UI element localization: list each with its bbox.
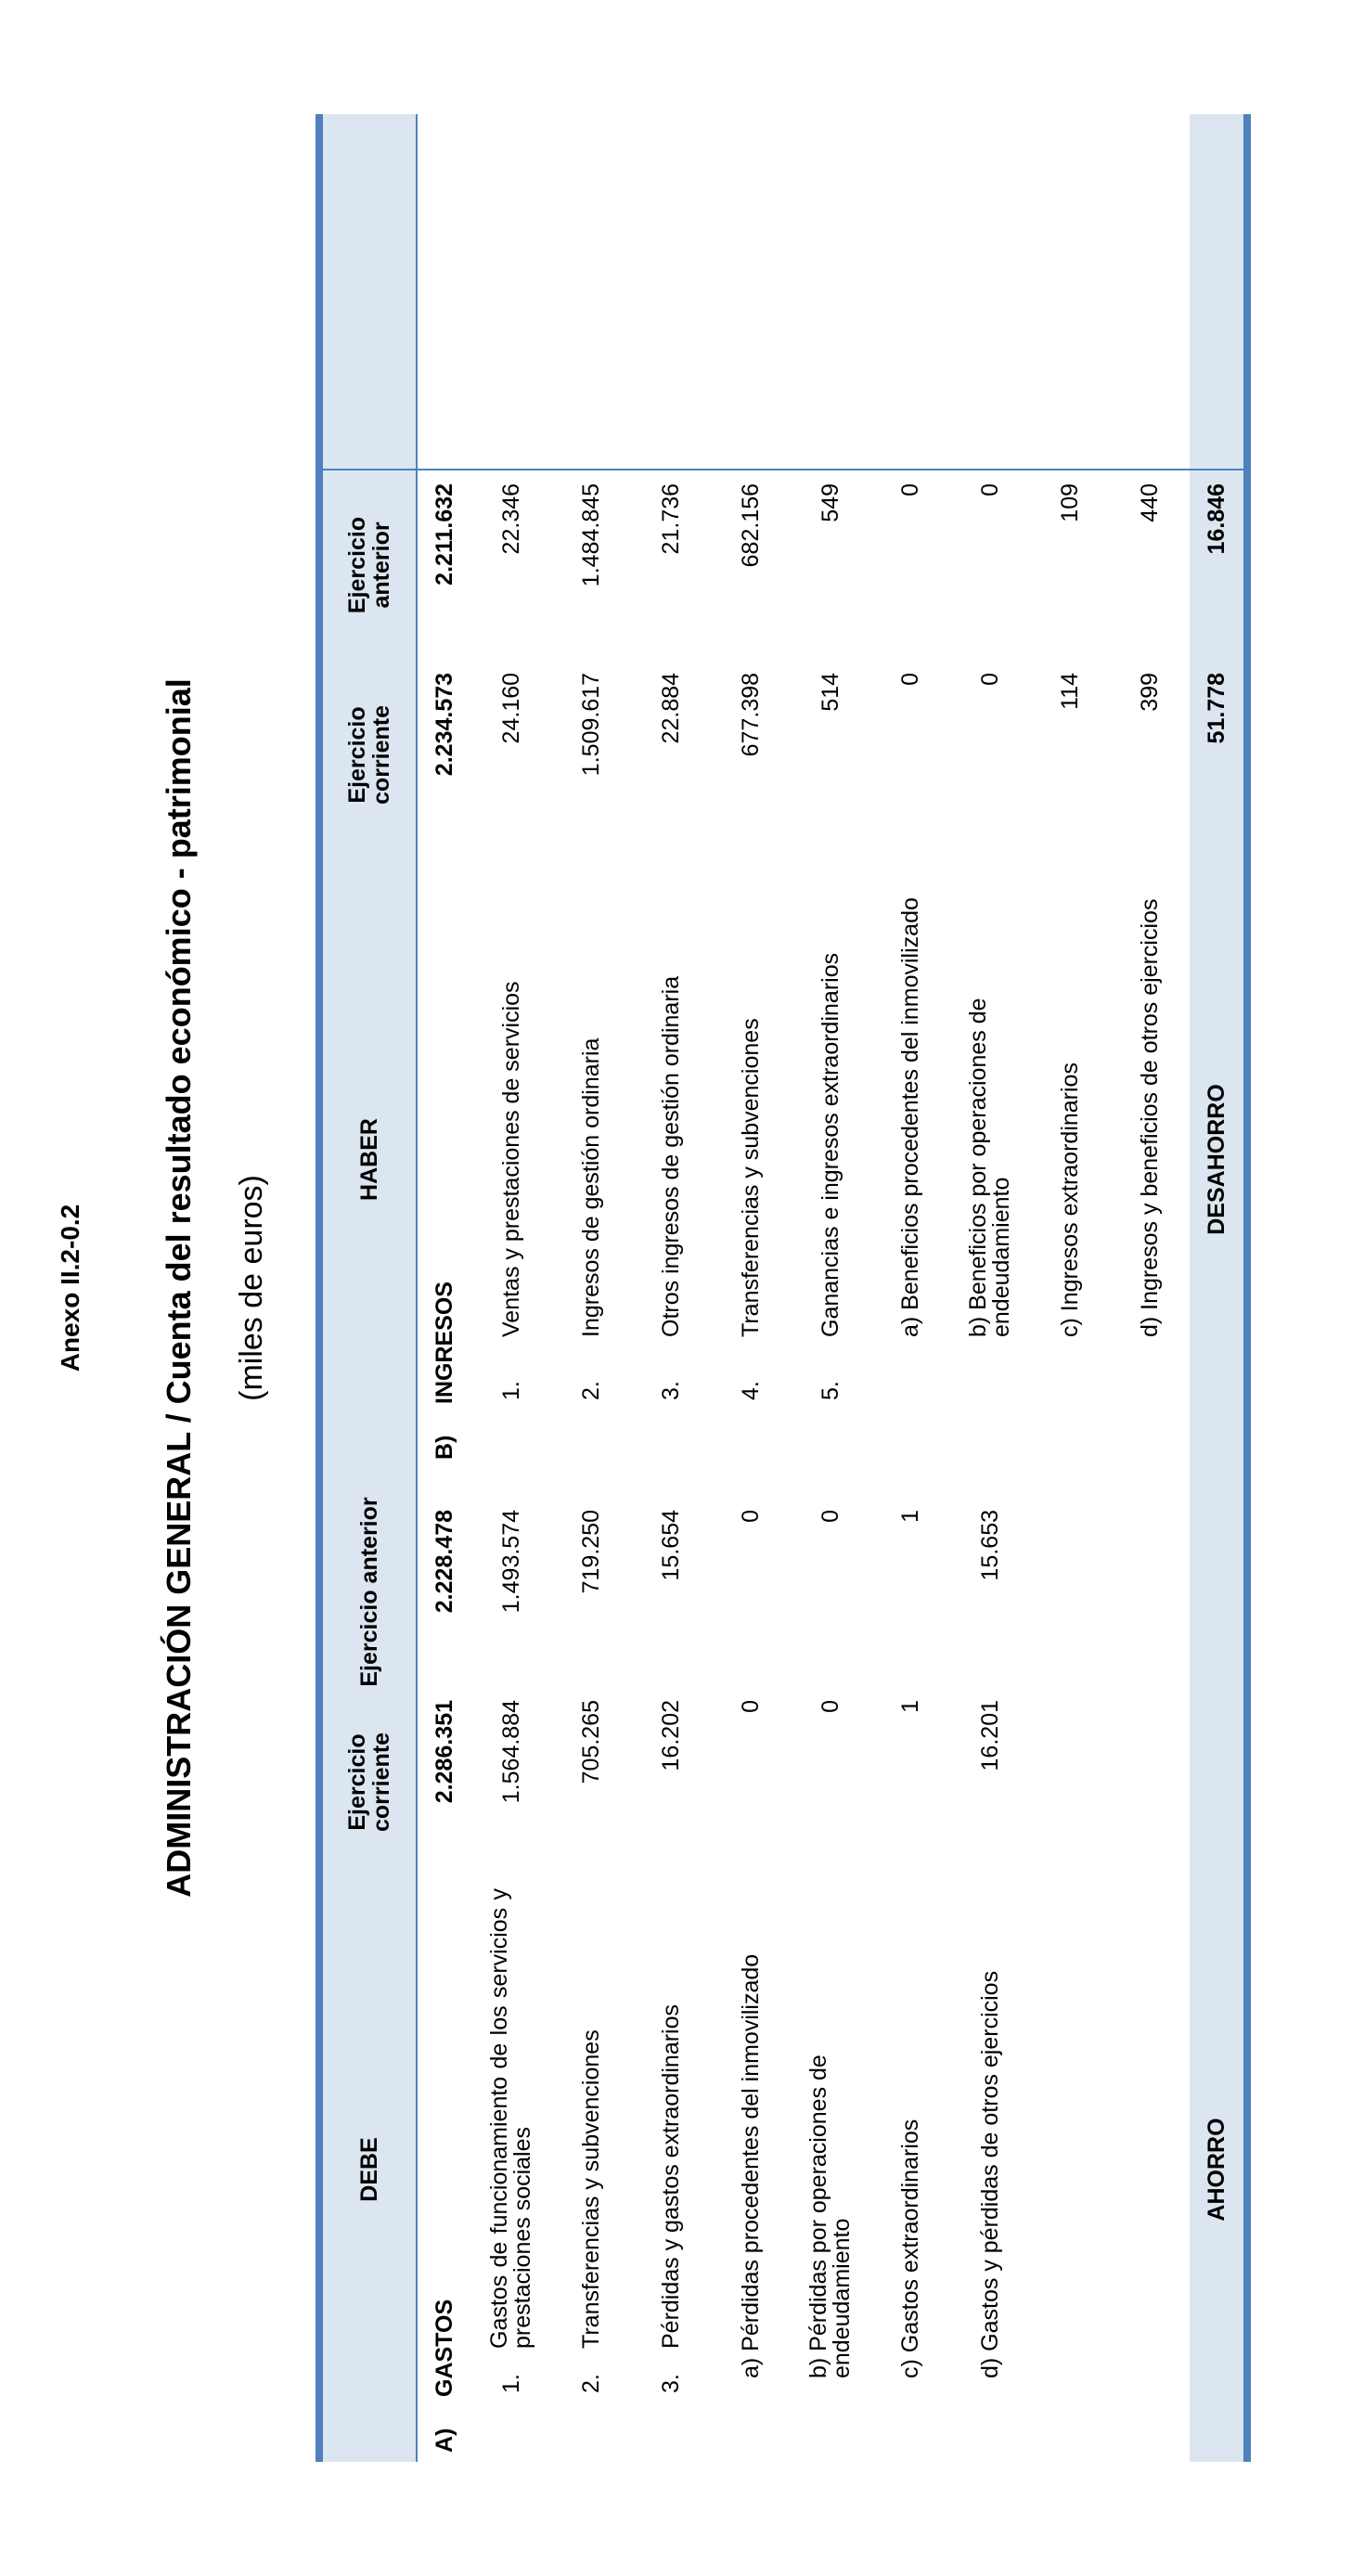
- table-row: [711, 114, 791, 2462]
- ingresos-corriente: 2.234.573: [431, 672, 457, 777]
- table-row: [1110, 114, 1190, 2462]
- haber-header: HABER: [319, 850, 417, 1469]
- table-row: [471, 114, 551, 2462]
- table-row: [950, 114, 1030, 2462]
- gastos-corriente: 2.286.351: [431, 1700, 457, 1804]
- debe-row-number: 1.: [497, 2374, 524, 2393]
- debe-anterior-header: Ejercicio anterior: [319, 1497, 417, 1687]
- section-row: [417, 114, 471, 2462]
- table-row: [551, 114, 631, 2462]
- header-spacer: [319, 1469, 417, 1497]
- haber-row-number: 1.: [497, 1381, 524, 1400]
- haber-row-corriente: 399: [1136, 672, 1163, 712]
- gastos-anterior: 2.228.478: [431, 1510, 457, 1614]
- haber-row-label: c) Ingresos extraordinarios: [1056, 1063, 1083, 1337]
- debe-row-corriente: 705.265: [577, 1700, 604, 1784]
- haber-row-label: Ganancias e ingresos extraordinarios: [817, 952, 843, 1337]
- haber-corriente-header: Ejercicio corriente: [319, 660, 417, 850]
- gastos-label: GASTOS: [431, 2299, 457, 2397]
- debe-header: DEBE: [319, 1877, 417, 2462]
- haber-row-corriente: 514: [817, 672, 843, 712]
- haber-row-corriente: 677.398: [737, 672, 764, 757]
- table-row: [1030, 114, 1110, 2462]
- debe-row-anterior: 719.250: [577, 1510, 604, 1594]
- haber-row-label: Ventas y prestaciones de servicios: [497, 981, 524, 1337]
- debe-corriente-header: Ejercicio corriente: [319, 1687, 417, 1877]
- total-row: [1190, 114, 1247, 2462]
- haber-row-label: d) Ingresos y beneficios de otros ejercicios: [1136, 898, 1163, 1337]
- debe-row-corriente: 1.564.884: [497, 1700, 524, 1804]
- haber-row-label: a) Beneficios procedentes del inmovilizado: [896, 897, 923, 1337]
- haber-row-corriente: 1.509.617: [577, 672, 604, 777]
- header-gap: [319, 114, 417, 470]
- annex-label: Anexo II.2-0.2: [56, 1204, 84, 1372]
- debe-row-number: 3.: [657, 2374, 684, 2393]
- haber-row-number: 2.: [577, 1381, 604, 1400]
- ahorro-corriente: [1190, 1687, 1247, 1877]
- table-row: [870, 114, 950, 2462]
- debe-row-anterior: 1.493.574: [497, 1510, 524, 1614]
- haber-row-label: Otros ingresos de gestión ordinaria: [657, 975, 684, 1337]
- debe-row-anterior: 15.653: [976, 1510, 1003, 1581]
- haber-row-number: 3.: [657, 1381, 684, 1400]
- haber-row-corriente: 22.884: [657, 672, 684, 744]
- debe-row-label: a) Pérdidas procedentes del inmovilizado: [737, 1953, 764, 2378]
- debe-row-label: d) Gastos y pérdidas de otros ejercicios: [976, 1970, 1003, 2378]
- desahorro-corriente: 51.778: [1190, 660, 1247, 850]
- haber-row-label: Ingresos de gestión ordinaria: [577, 1037, 604, 1337]
- ingresos-letter: B): [431, 1435, 457, 1460]
- desahorro-label: DESAHORRO: [1190, 850, 1247, 1469]
- haber-row-label: b) Beneficios por operaciones de endeudamiento: [965, 998, 1014, 1337]
- haber-row-anterior: 440: [1136, 483, 1163, 522]
- haber-row-number: 5.: [817, 1381, 843, 1400]
- haber-anterior-header: Ejercicio anterior: [319, 470, 417, 660]
- ingresos-anterior: 2.211.632: [431, 483, 457, 586]
- haber-row-anterior: 0: [896, 483, 923, 496]
- haber-row-label: Transferencias y subvenciones: [737, 1018, 764, 1337]
- debe-row-label: Gastos de funcionamiento de los servicios y prestaciones sociales: [486, 1888, 535, 2349]
- debe-row-label: b) Pérdidas por operaciones de endeudamiento: [805, 2054, 855, 2378]
- haber-row-anterior: 109: [1056, 483, 1083, 522]
- debe-row-anterior: 15.654: [657, 1510, 684, 1581]
- income-statement-table: [315, 114, 1251, 2462]
- page-subtitle: (miles de euros): [234, 1175, 269, 1401]
- table-row: [631, 114, 711, 2462]
- debe-row-corriente: 16.202: [657, 1700, 684, 1771]
- header-row: [319, 114, 417, 2462]
- debe-row-corriente: 0: [817, 1700, 843, 1713]
- debe-row-anterior: 1: [896, 1510, 923, 1523]
- haber-row-anterior: 22.346: [497, 483, 524, 555]
- haber-row-corriente: 24.160: [497, 672, 524, 744]
- haber-row-anterior: 21.736: [657, 483, 684, 555]
- debe-row-label: Transferencias y subvenciones: [577, 2029, 604, 2349]
- debe-row-label: c) Gastos extraordinarios: [896, 2119, 923, 2378]
- haber-row-corriente: 0: [896, 672, 923, 686]
- desahorro-anterior: 16.846: [1190, 470, 1247, 660]
- haber-row-anterior: 0: [976, 483, 1003, 496]
- ahorro-anterior: [1190, 1497, 1247, 1687]
- haber-row-number: 4.: [737, 1381, 764, 1400]
- haber-row-anterior: 682.156: [737, 483, 764, 568]
- debe-row-corriente: 1: [896, 1700, 923, 1713]
- debe-row-label: Pérdidas y gastos extraordinarios: [657, 2003, 684, 2349]
- haber-row-anterior: 549: [817, 483, 843, 522]
- debe-row-corriente: 16.201: [976, 1700, 1003, 1771]
- table-row: [791, 114, 870, 2462]
- haber-row-corriente: 114: [1056, 672, 1083, 710]
- debe-row-anterior: 0: [817, 1510, 843, 1523]
- page-title: ADMINISTRACIÓN GENERAL / Cuenta del resultado económico - patrimonial: [160, 678, 198, 1898]
- debe-row-corriente: 0: [737, 1700, 764, 1713]
- haber-row-corriente: 0: [976, 672, 1003, 686]
- debe-row-anterior: 0: [737, 1510, 764, 1523]
- ahorro-label: AHORRO: [1190, 1877, 1247, 2462]
- ingresos-label: INGRESOS: [431, 1282, 457, 1404]
- debe-row-number: 2.: [577, 2374, 604, 2393]
- gastos-letter: A): [431, 2428, 457, 2453]
- haber-row-anterior: 1.484.845: [577, 483, 604, 587]
